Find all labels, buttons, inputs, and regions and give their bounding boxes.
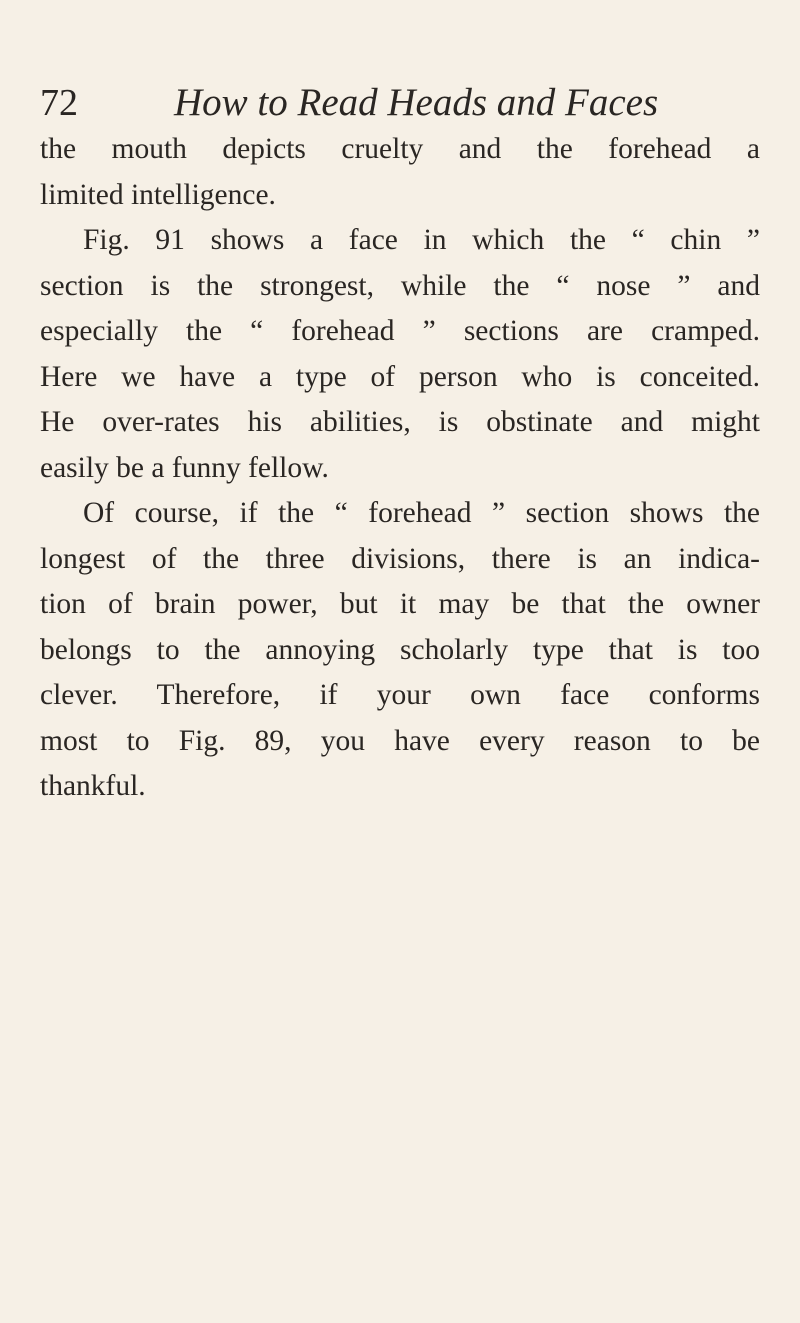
text-line: especially the “ forehead ” sections are cramped.: [40, 315, 760, 347]
text-line: limited intelligence.: [40, 178, 276, 211]
text-line: belongs to the annoying scholarly type that is too: [40, 633, 760, 666]
text-line: the mouth depicts cruelty and the forehead a: [40, 133, 760, 165]
text-line: thankful.: [40, 770, 146, 802]
text-line: Fig. 91 shows a face in which the “ chin ”: [83, 224, 760, 256]
text-line: easily be a funny fellow.: [40, 451, 329, 484]
text-line: Of course, if the “ forehead ” section shows the: [83, 497, 760, 529]
body-text: [40, 127, 760, 810]
text-line: section is the strongest, while the “ nose ” and: [40, 269, 760, 302]
text-line: He over-rates his abilities, is obstinate and might: [40, 406, 760, 438]
running-head: [40, 78, 760, 128]
text-line: longest of the three divisions, there is an indica-: [40, 542, 760, 575]
text-line: most to Fig. 89, you have every reason to be: [40, 724, 760, 757]
page-number: 72: [40, 82, 78, 124]
running-title: How to Read Heads and Faces: [174, 81, 659, 124]
text-line: clever. Therefore, if your own face conforms: [40, 679, 760, 711]
text-line: Here we have a type of person who is conceited.: [40, 360, 760, 393]
text-line: tion of brain power, but it may be that the owner: [40, 588, 760, 620]
